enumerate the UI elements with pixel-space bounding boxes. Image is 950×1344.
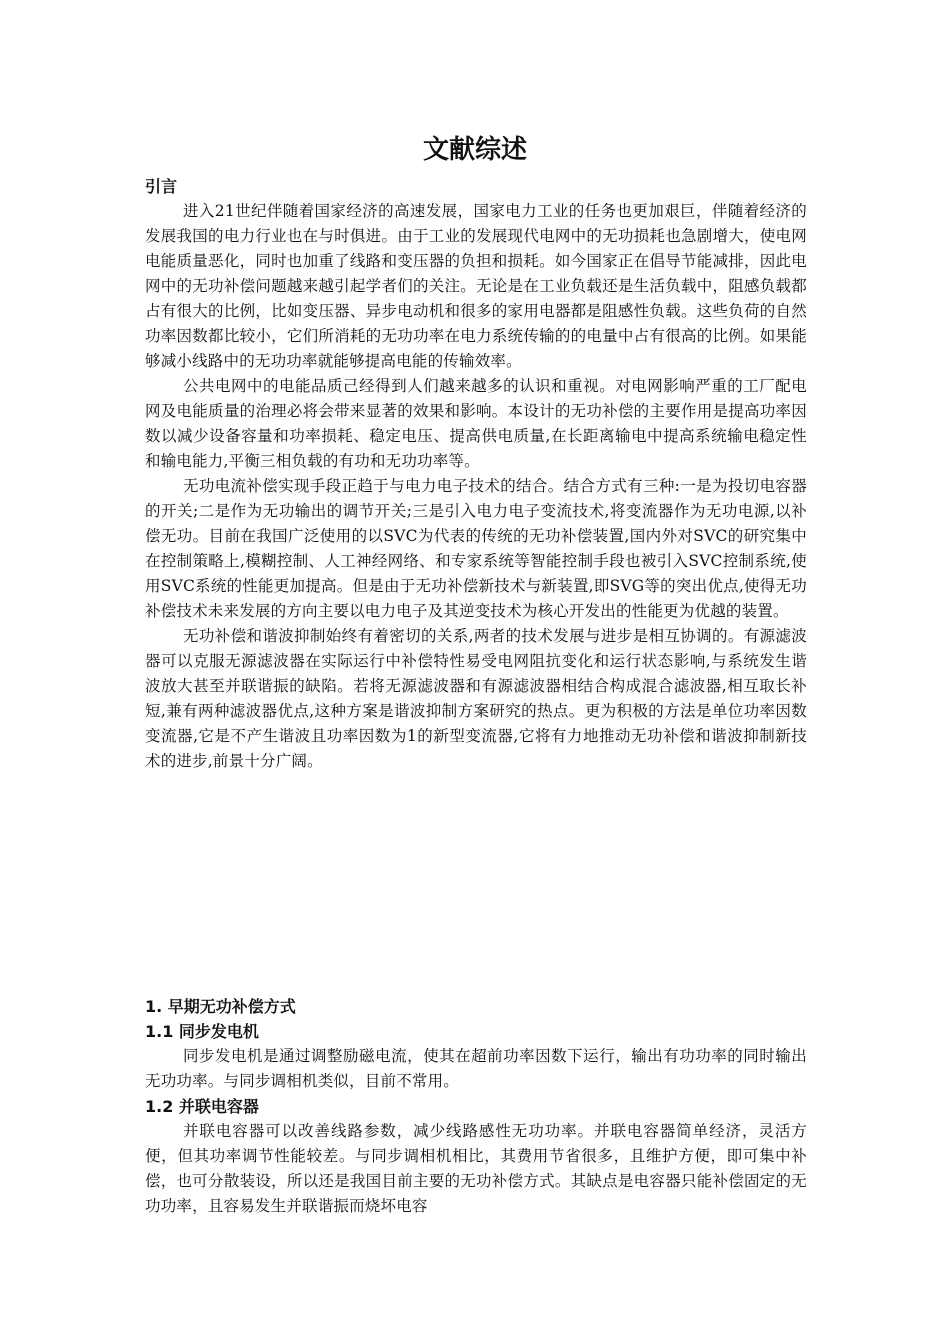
intro-paragraph-3: 无功电流补偿实现手段正趋于与电力电子技术的结合。结合方式有三种:一是为投切电容器的开关;二是作为无功输出的调节开关;三是引入电力电子变流技术,将变流器作为无功电源,以补偿无功。目前在我国广泛使用的以SVC为代表的传统的无功补偿装置,国内外对SVC的研究集中在控制策略上,模糊控制、人工神经网络、和专家系统等智能控制手段也被引入SVC控制系统,使用SVC系统的性能更加提高。但是由于无功补偿新技术与新装置,即SVG等的突出优点,使得无功补偿技术未来发展的方向主要以电力电子及其逆变技术为核心开发出的性能更为优越的装置。 [145, 477, 807, 620]
intro-heading: 引言 [145, 177, 178, 196]
section-1-heading: 1. 早期无功补偿方式 [145, 997, 296, 1016]
section-1-2-heading: 1.2 并联电容器 [145, 1097, 259, 1116]
page-title: 文献综述 [422, 135, 527, 165]
intro-paragraph-1: 进入21世纪伴随着国家经济的高速发展，国家电力工业的任务也更加艰巨，伴随着经济的发展我国的电力行业也在与时俱进。由于工业的发展现代电网中的无功损耗也急剧增大，使电网电能质量恶化，同时也加重了线路和变压器的负担和损耗。如今国家正在倡导节能减排，因此电网中的无功补偿问题越来越引起学者们的关注。无论是在工业负载还是生活负载中，阻感负载都占有很大的比例，比如变压器、异步电动机和很多的家用电器都是阻感性负载。这些负荷的自然功率因数都比较小，它们所消耗的无功功率在电力系统传输的的电量中占有很高的比例。如果能够减小线路中的无功功率就能够提高电能的传输效率。 [145, 202, 807, 370]
intro-section [145, 174, 807, 774]
section-1 [145, 994, 807, 1219]
section-1-1-paragraph: 同步发电机是通过调整励磁电流，使其在超前功率因数下运行，输出有功功率的同时输出无功功率。与同步调相机类似，目前不常用。 [145, 1047, 807, 1090]
section-1-1-heading: 1.1 同步发电机 [145, 1022, 259, 1041]
intro-paragraph-2: 公共电网中的电能品质己经得到人们越来越多的认识和重视。对电网影响严重的工厂配电网及电能质量的治理必将会带来显著的效果和影响。本设计的无功补偿的主要作用是提高功率因数以减少设备容量和功率损耗、稳定电压、提高供电质量,在长距离输电中提高系统输电稳定性和输电能力,平衡三相负载的有功和无功功率等。 [145, 377, 807, 470]
section-1-2-paragraph: 并联电容器可以改善线路参数，减少线路感性无功功率。并联电容器简单经济，灵活方便，但其功率调节性能较差。与同步调相机相比，其费用节省很多，且维护方便，即可集中补偿，也可分散装设，所以还是我国目前主要的无功补偿方式。其缺点是电容器只能补偿固定的无功功率，且容易发生并联谐振而烧坏电容 [145, 1122, 807, 1215]
intro-paragraph-4: 无功补偿和谐波抑制始终有着密切的关系,两者的技术发展与进步是相互协调的。有源滤波器可以克服无源滤波器在实际运行中补偿特性易受电网阻抗变化和运行状态影响,与系统发生谐波放大甚至并联谐振的缺陷。若将无源滤波器和有源滤波器相结合构成混合滤波器,相互取长补短,兼有两种滤波器优点,这种方案是谐波抑制方案研究的热点。更为积极的方法是单位功率因数变流器,它是不产生谐波且功率因数为1的新型变流器,它将有力地推动无功补偿和谐波抑制新技术的进步,前景十分广阔。 [145, 627, 807, 770]
